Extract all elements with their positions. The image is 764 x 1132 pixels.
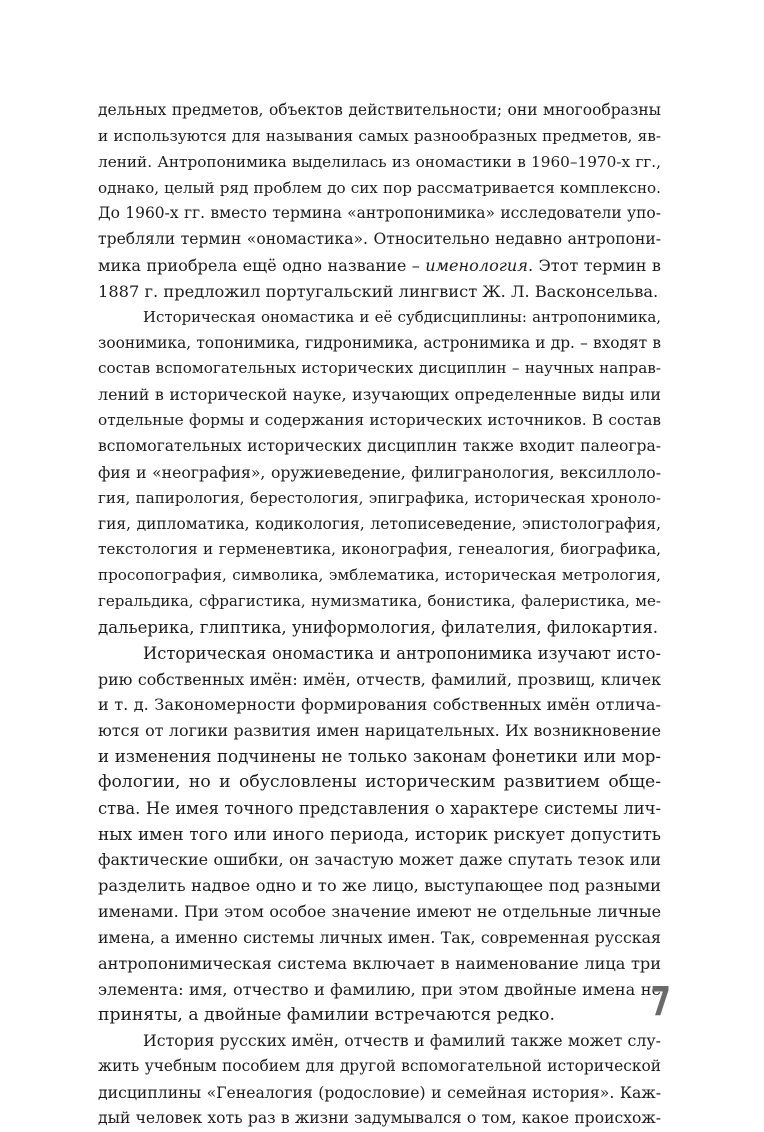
text-line: и т. д. Закономерности формирования собственных имён отлича- [98,695,661,715]
text-line: мика приобрела ещё одно название – именология. Этот термин в [98,256,661,276]
text-line: имена, а именно системы личных имен. Так, современная русская [98,928,661,947]
text-line: антропонимическая система включает в наименование лица три [98,953,661,973]
text-line: состав вспомогательных исторических дисциплин – научных направ- [98,359,661,378]
text-line: ства. Не имея точного представления о характере системы лич- [98,798,661,818]
text-line: дисциплины «Генеалогия (родословие) и семейная история». Каж- [98,1083,661,1103]
text-line: однако, целый ряд проблем до сих пор рассматривается комплексно. [98,178,661,197]
text-line: отдельные формы и содержания исторических источников. В состав [98,411,661,430]
text-line: требляли термин «ономастика». Относительно недавно антропони- [98,230,661,249]
text-line: Историческая ономастика и антропонимика изучают исто- [143,643,661,663]
text-line: дельных предметов, объектов действительности; они многообразны [98,101,661,119]
text-line: просопография, символика, эмблематика, историческая метрология, [98,566,661,585]
text-line: жить учебным пособием для другой вспомогательной исторической [98,1057,661,1076]
text-line: рию собственных имён: имён, отчеств, фамилий, прозвищ, кличек [98,669,661,689]
text-line: вспомогательных исторических дисциплин также входит палеогра- [98,436,661,455]
text-line: зоонимика, топонимика, гидронимика, астронимика и др. – входят в [98,333,661,352]
text-line: разделить надвое одно и то же лицо, выступающее под разными [98,876,661,896]
italic-term: именология [425,256,528,276]
text-line: элемента: имя, отчество и фамилию, при этом двойные имена не [98,979,661,999]
text-line: 1887 г. предложил португальский лингвист Ж. Л. Васконсельва. [98,281,659,301]
text-line: дальерика, глиптика, униформология, филателия, филокартия. [98,617,659,637]
page-number: 7 [650,979,671,1025]
text-line: и используются для называния самых разнообразных предметов, яв- [98,126,661,145]
text-line: и изменения подчинены не только законам фонетики или мор- [98,747,661,767]
text-line: гия, папирология, берестология, эпиграфика, историческая хроноло- [98,488,661,507]
text-line: До 1960-х гг. вместо термина «антропонимика» исследователи упо- [98,204,661,223]
text-line: текстология и герменевтика, иконография, генеалогия, биографика, [98,540,661,559]
text-line: фологии, но и обусловлены историческим развитием обще- [98,771,661,792]
text-line: дый человек хоть раз в жизни задумывался о том, какое происхож- [98,1108,661,1127]
text-line: приняты, а двойные фамилии встречаются редко. [98,1004,555,1025]
text-line: именами. При этом особое значение имеют не отдельные личные [98,902,661,922]
text-line: фия и «неография», оружиеведение, филигранология, вексиллоло- [98,462,661,482]
text-line: геральдика, сфрагистика, нумизматика, бонистика, фалеристика, ме- [98,592,661,611]
text-line: Историческая ономастика и её субдисциплины: антропонимика, [143,307,661,326]
text-line: ных имен того или иного периода, историк рискует допустить [98,823,661,844]
text-line: лений. Антропонимика выделилась из ономастики в 1960–1970-х гг., [98,152,661,171]
text-line: ются от логики развития имен нарицательных. Их возникновение [98,721,661,741]
text-line: История русских имён, отчеств и фамилий также может слу- [143,1031,661,1051]
text-line: гия, дипломатика, кодикология, летописеведение, эпистолография, [98,514,661,533]
text-line: лений в исторической науке, изучающих определенные виды или [98,385,661,405]
text-line: фактические ошибки, он зачастую может даже спутать тезок или [98,850,661,870]
body-text [98,98,661,1132]
